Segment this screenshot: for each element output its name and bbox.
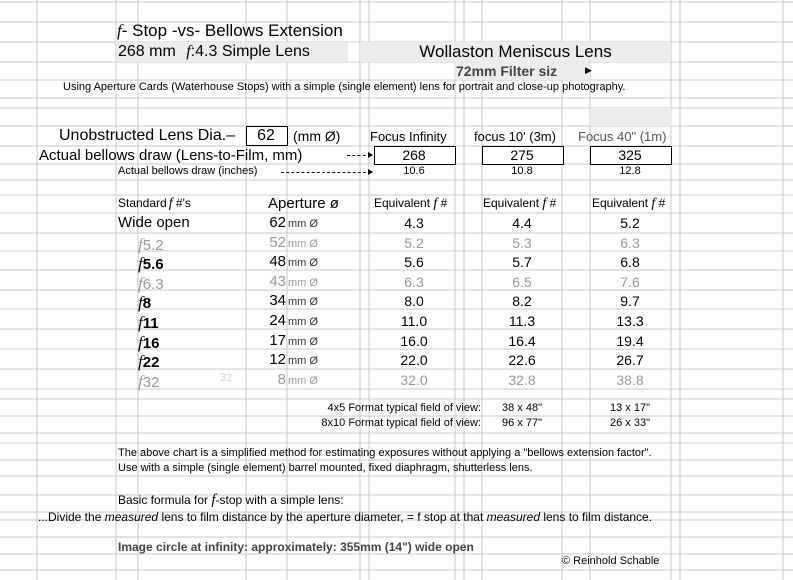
- stop-label: f22: [138, 352, 160, 371]
- stop-label: f5.2: [138, 235, 164, 254]
- lens-name: Wollaston Meniscus Lens: [419, 42, 612, 61]
- focus-header-3: Focus 40" (1m): [578, 129, 667, 144]
- aperture-unit: mm Ø: [288, 277, 318, 289]
- draw-in-value-1: 10.6: [403, 165, 425, 177]
- equiv-40in: 6.8: [620, 254, 640, 270]
- dia-label: Unobstructed Lens Dia.–: [59, 127, 236, 144]
- equiv-40in: 38.8: [616, 372, 644, 388]
- equiv-10ft: 6.5: [512, 274, 532, 290]
- stop-label: f32: [138, 372, 160, 391]
- equiv-40in: 6.3: [620, 235, 640, 251]
- aperture-value: 24: [269, 312, 286, 329]
- focus-header-2: focus 10' (3m): [474, 129, 556, 144]
- dia-unit: (mm Ø): [293, 128, 341, 144]
- equiv-infinity: 5.2: [404, 235, 424, 251]
- equiv-10ft: 11.3: [508, 313, 536, 329]
- aperture-value: 8: [277, 371, 286, 388]
- filter-arrow: ▶: [585, 65, 592, 75]
- draw-in-label: Actual bellows draw (inches): [118, 165, 258, 177]
- aperture-unit: mm Ø: [288, 296, 318, 308]
- equiv-infinity: 32.0: [400, 372, 428, 388]
- aperture-value: 17: [269, 332, 286, 349]
- dia-value: 62: [257, 127, 275, 144]
- header-standard: Standard f #'s: [118, 196, 191, 211]
- stop-label: f16: [138, 333, 160, 352]
- fov-label-4x5: 4x5 Format typical field of view:: [327, 402, 481, 414]
- equiv-10ft: 4.4: [512, 215, 532, 231]
- header-equiv-1: Equivalent f #: [374, 196, 448, 211]
- stop-label: f5.6: [138, 254, 164, 273]
- equiv-infinity: 11.0: [400, 313, 428, 329]
- formula-title: Basic formula for f-stop with a simple lens:: [118, 492, 344, 508]
- equiv-infinity: 6.3: [404, 274, 424, 290]
- aperture-value: 52: [269, 234, 286, 251]
- equiv-10ft: 32.8: [508, 372, 536, 388]
- equiv-40in: 5.2: [620, 215, 640, 231]
- aperture-unit: mm Ø: [288, 336, 318, 348]
- equiv-10ft: 8.2: [512, 293, 532, 309]
- fov-4x5-a: 38 x 48": [502, 402, 542, 414]
- equiv-40in: 19.4: [616, 333, 644, 349]
- draw-mm-arrow: [347, 155, 371, 156]
- equiv-40in: 7.6: [620, 274, 640, 290]
- aperture-unit: mm Ø: [288, 316, 318, 328]
- shade-focus3: [590, 108, 672, 126]
- equiv-infinity: 16.0: [400, 333, 428, 349]
- draw-mm-value-2: 275: [510, 147, 534, 163]
- copyright: © Reinhold Schable: [562, 555, 660, 567]
- stop-label: f8: [138, 293, 152, 312]
- aperture-value: 62: [269, 214, 286, 231]
- equiv-40in: 9.7: [620, 293, 640, 309]
- page-title: f- Stop -vs- Bellows Extension: [117, 21, 343, 40]
- equiv-10ft: 5.7: [512, 254, 532, 270]
- stop-label: f6.3: [138, 274, 164, 293]
- fov-label-8x10: 8x10 Format typical field of view:: [321, 417, 481, 429]
- intro-text: Using Aperture Cards (Waterhouse Stops) with a simple (single element) lens for portrait and close-up photography.: [63, 81, 626, 93]
- stop-label: Wide open: [118, 214, 190, 231]
- filter-size: 72mm Filter siz: [456, 63, 558, 79]
- aperture-value: 12: [269, 351, 286, 368]
- equiv-infinity: 8.0: [404, 293, 424, 309]
- aperture-unit: mm Ø: [288, 375, 318, 387]
- aperture-value: 34: [269, 292, 286, 309]
- focus-header-1: Focus Infinity: [370, 129, 447, 144]
- draw-mm-label: Actual bellows draw (Lens-to-Film, mm): [39, 147, 303, 164]
- equiv-10ft: 16.4: [508, 333, 536, 349]
- draw-in-arrow: [281, 172, 371, 173]
- lens-focal-length: 268 mm f:4.3 Simple Lens: [118, 43, 310, 60]
- fov-4x5-b: 13 x 17": [610, 402, 650, 414]
- header-equiv-2: Equivalent f #: [483, 196, 557, 211]
- aperture-value: 43: [269, 273, 286, 290]
- equiv-10ft: 22.6: [508, 352, 536, 368]
- aperture-unit: mm Ø: [288, 355, 318, 367]
- aperture-unit: mm Ø: [288, 218, 318, 230]
- draw-mm-value-3: 325: [618, 147, 642, 163]
- draw-in-value-3: 12.8: [619, 165, 641, 177]
- stop-label: f11: [138, 313, 159, 332]
- fov-8x10-a: 96 x 77": [502, 417, 542, 429]
- formula-line: ...Divide the measured lens to film distance by the aperture diameter, = f stop at that measured lens to film distance.: [38, 510, 653, 524]
- header-aperture: Aperture ø: [268, 195, 339, 212]
- fov-8x10-b: 26 x 33": [610, 417, 650, 429]
- equiv-infinity: 4.3: [404, 215, 424, 231]
- title-f: f: [117, 21, 122, 40]
- draw-mm-value-1: 268: [402, 147, 426, 163]
- header-equiv-3: Equivalent f #: [592, 196, 666, 211]
- equiv-40in: 13.3: [616, 313, 644, 329]
- aperture-unit: mm Ø: [288, 257, 318, 269]
- equiv-40in: 26.7: [616, 352, 644, 368]
- stray-32: 32: [220, 372, 233, 384]
- draw-in-value-2: 10.8: [511, 165, 533, 177]
- aperture-unit: mm Ø: [288, 238, 318, 250]
- note-2: Use with a simple (single element) barrel mounted, fixed diaphragm, shutterless lens.: [118, 462, 533, 474]
- note-1: The above chart is a simplified method for estimating exposures without applying a "bellows extension factor".: [118, 447, 652, 459]
- aperture-value: 48: [269, 253, 286, 270]
- equiv-infinity: 5.6: [404, 254, 424, 270]
- equiv-10ft: 5.3: [512, 235, 532, 251]
- equiv-infinity: 22.0: [400, 352, 428, 368]
- image-circle: Image circle at infinity: approximately: 355mm (14") wide open: [118, 540, 474, 554]
